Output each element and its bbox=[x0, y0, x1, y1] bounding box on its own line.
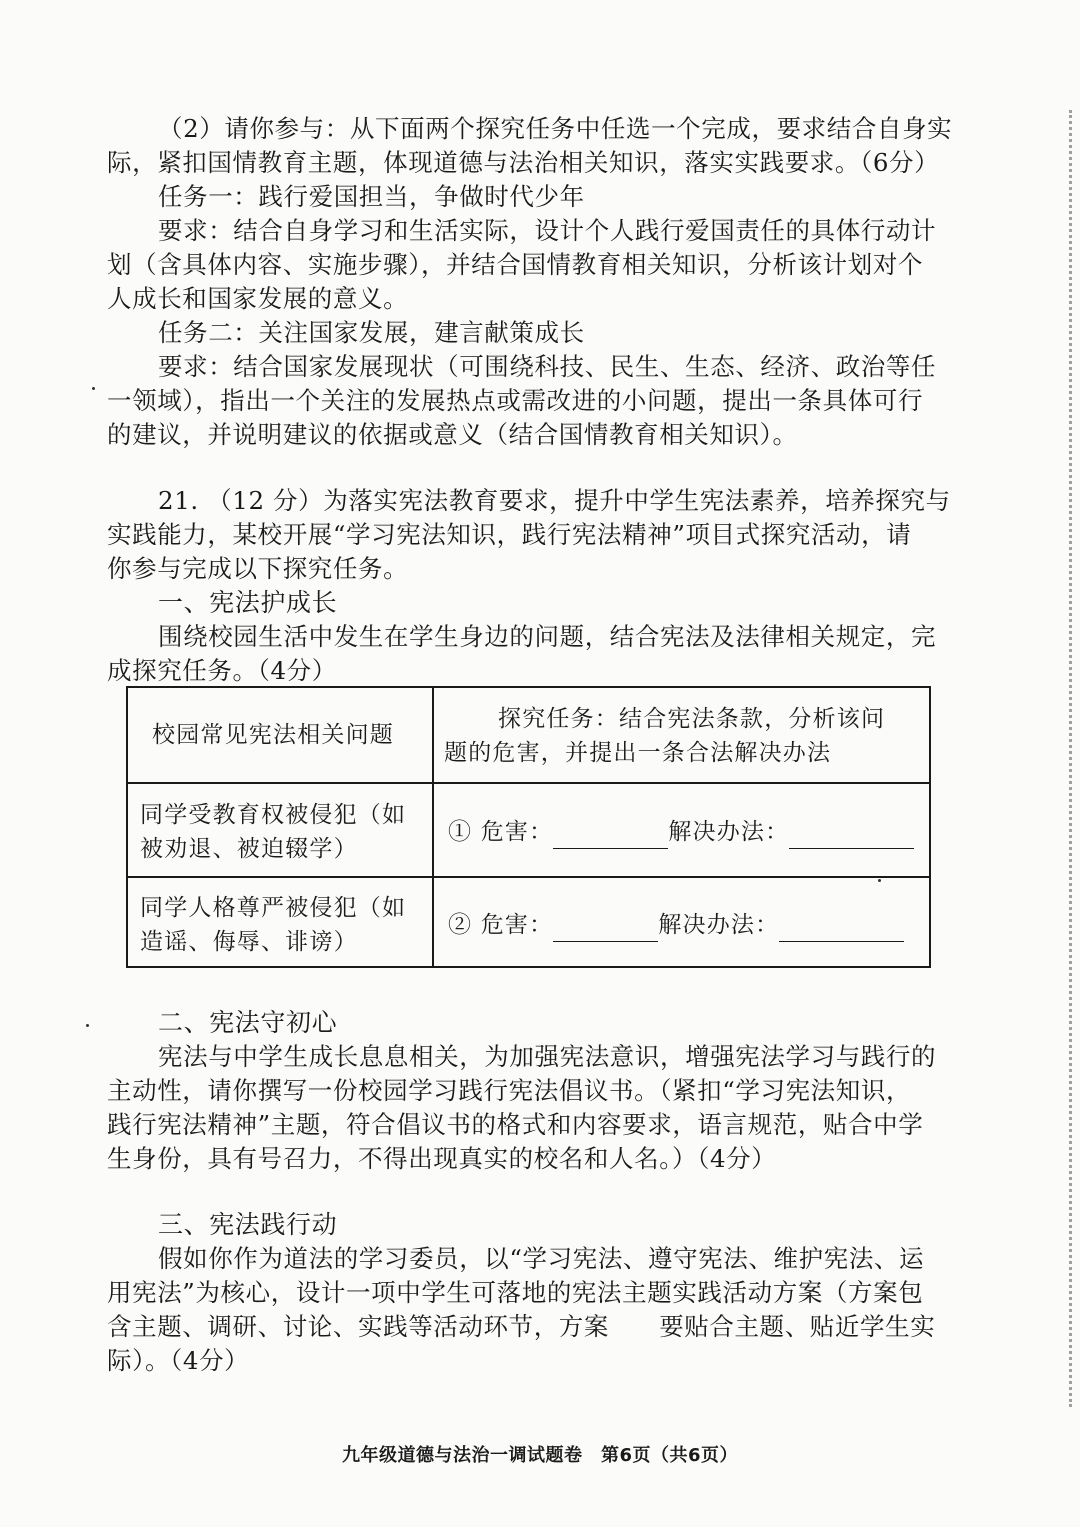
table-row-1-answer bbox=[448, 815, 914, 849]
table-row-1-issue-line-2: 被劝退、被迫辍学） bbox=[140, 836, 358, 862]
page-footer: 九年级道德与法治一调试题卷 第6页（共6页） bbox=[341, 1445, 739, 1466]
section3-title: 三、宪法践行动 bbox=[158, 1210, 338, 1239]
harm-label: 危害： bbox=[480, 819, 554, 845]
task1-requirement-line-2: 划（含具体内容、实施步骤），并结合国情教育相关知识，分析该计划对个 bbox=[107, 250, 924, 279]
inquiry-table bbox=[126, 686, 931, 968]
circled-number-1: ① bbox=[448, 819, 473, 845]
table-row-1-issue-line-1: 同学受教育权被侵犯（如 bbox=[140, 802, 407, 828]
section2-desc-line-4: 生身份，具有号召力，不得出现真实的校名和人名。）（4分） bbox=[107, 1144, 777, 1173]
section3-desc-line-2: 用宪法”为核心，设计一项中学生可落地的宪法主题实践活动方案（方案包 bbox=[107, 1278, 924, 1307]
table-row-divider bbox=[128, 876, 929, 878]
section2-desc-line-3: 践行宪法精神”主题，符合倡议书的格式和内容要求，语言规范，贴合中学 bbox=[107, 1110, 924, 1139]
table-row-divider bbox=[128, 782, 929, 784]
table-row-2-answer bbox=[448, 908, 904, 942]
section2-desc-line-1: 宪法与中学生成长息息相关，为加强宪法意识，增强宪法学习与践行的 bbox=[158, 1042, 937, 1071]
section3-desc-line-3: 含主题、调研、讨论、实践等活动环节，方案 要贴合主题、贴近学生实 bbox=[107, 1312, 936, 1341]
harm-label: 危害： bbox=[480, 912, 554, 938]
section3-desc-line-1: 假如你作为道法的学习委员，以“学习宪法、遵守宪法、维护宪法、运 bbox=[158, 1244, 925, 1273]
solution-label: 解决办法： bbox=[658, 912, 780, 938]
harm-answer-blank[interactable] bbox=[553, 822, 668, 849]
harm-answer-blank[interactable] bbox=[553, 915, 658, 942]
scan-speck bbox=[92, 387, 95, 390]
table-header-right-line-2: 题的危害，并提出一条合法解决办法 bbox=[444, 740, 832, 766]
task2-requirement-line-1: 要求：结合国家发展现状（可围绕科技、民生、生态、经济、政治等任 bbox=[158, 352, 937, 381]
task1-requirement-line-3: 人成长和国家发展的意义。 bbox=[107, 284, 409, 313]
q21-intro-line-1: 21. （12 分）为落实宪法教育要求，提升中学生宪法素养，培养探究与 bbox=[158, 486, 951, 515]
scan-speck bbox=[878, 879, 881, 882]
table-header-left: 校园常见宪法相关问题 bbox=[152, 722, 394, 748]
binding-dotted-line bbox=[1069, 110, 1072, 1407]
q20-part2-line-1: （2）请你参与：从下面两个探究任务中任选一个完成，要求结合自身实 bbox=[158, 114, 953, 143]
table-row-2-issue-line-1: 同学人格尊严被侵犯（如 bbox=[140, 895, 407, 921]
section2-desc-line-2: 主动性，请你撰写一份校园学习践行宪法倡议书。（紧扣“学习宪法知识， bbox=[107, 1076, 912, 1105]
table-row-2-issue-line-2: 造谣、侮辱、诽谤） bbox=[140, 929, 358, 955]
task2-title: 任务二：关注国家发展，建言献策成长 bbox=[158, 318, 585, 347]
circled-number-2: ② bbox=[448, 912, 473, 938]
task2-requirement-line-2: 一领域），指出一个关注的发展热点或需改进的小问题，提出一条具体可行 bbox=[107, 386, 924, 415]
section1-desc-line-1: 围绕校园生活中发生在学生身边的问题，结合宪法及法律相关规定，完 bbox=[158, 622, 937, 651]
table-header-right-line-1: 探究任务：结合宪法条款，分析该问 bbox=[498, 706, 886, 732]
section1-desc-line-2: 成探究任务。（4分） bbox=[107, 656, 337, 685]
q21-intro-line-2: 实践能力，某校开展“学习宪法知识，践行宪法精神”项目式探究活动，请 bbox=[107, 520, 912, 549]
section2-title: 二、宪法守初心 bbox=[158, 1008, 338, 1037]
q20-part2-line-2: 际，紧扣国情教育主题，体现道德与法治相关知识，落实实践要求。（6分） bbox=[107, 148, 940, 177]
section3-desc-line-4: 际）。（4分） bbox=[107, 1346, 250, 1375]
task1-requirement-line-1: 要求：结合自身学习和生活实际，设计个人践行爱国责任的具体行动计 bbox=[158, 216, 937, 245]
task2-requirement-line-3: 的建议，并说明建议的依据或意义（结合国情教育相关知识）。 bbox=[107, 420, 798, 449]
solution-answer-blank[interactable] bbox=[789, 822, 914, 849]
solution-answer-blank[interactable] bbox=[779, 915, 904, 942]
table-column-divider bbox=[432, 688, 434, 966]
section1-title: 一、宪法护成长 bbox=[158, 588, 338, 617]
task1-title: 任务一：践行爱国担当，争做时代少年 bbox=[158, 182, 585, 211]
q21-intro-line-3: 你参与完成以下探究任务。 bbox=[107, 554, 409, 583]
scan-speck bbox=[86, 1024, 89, 1027]
solution-label: 解决办法： bbox=[668, 819, 790, 845]
